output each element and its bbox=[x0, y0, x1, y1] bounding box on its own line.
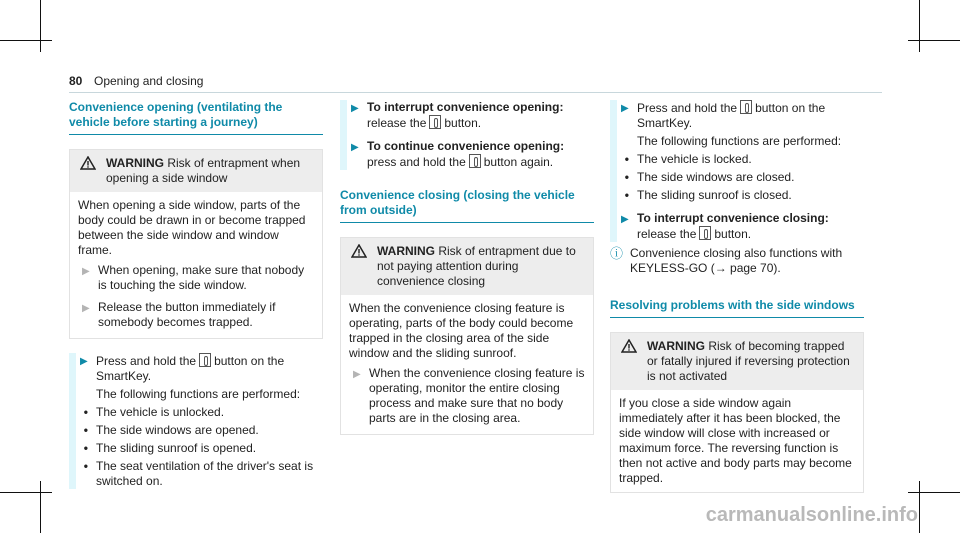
page-number: 80 bbox=[69, 74, 83, 88]
bullet-item bbox=[617, 152, 864, 167]
warning-step bbox=[78, 258, 314, 295]
crop-mark bbox=[40, 481, 41, 533]
bullet-text: The vehicle is locked. bbox=[637, 152, 752, 166]
step-arrow-icon: ▶ bbox=[351, 103, 359, 114]
warning-heading: Risk of becoming trapped or fatally injured if reversing protection is not activated bbox=[647, 339, 850, 383]
step-arrow-icon: ▶ bbox=[621, 214, 629, 225]
column-1 bbox=[69, 100, 323, 489]
instruction-step bbox=[76, 353, 323, 384]
watermark: carmanualsonline.info bbox=[705, 504, 918, 526]
instruction-text-start: release the bbox=[367, 116, 427, 130]
bullet-icon: • bbox=[624, 170, 629, 184]
instruction-text-start: Press and hold the bbox=[96, 354, 197, 368]
bullet-item bbox=[76, 423, 323, 438]
warning-step-text: When opening, make sure that nobody is touching the side window. bbox=[98, 263, 305, 292]
step-arrow-icon: ▶ bbox=[82, 303, 90, 314]
instruction-text-end: button on the SmartKey. bbox=[96, 354, 285, 383]
bullet-icon: • bbox=[83, 423, 88, 437]
bullet-item bbox=[76, 405, 323, 420]
warning-text: If you close a side window again immediately after it has been blocked, the side window will close with increased or maximum force. The reversing function is then not active and body parts may become trapped. bbox=[619, 396, 852, 485]
lock-key-icon bbox=[740, 100, 752, 114]
step-arrow-icon: ▶ bbox=[80, 356, 88, 367]
instruction-step bbox=[617, 211, 864, 242]
instruction-bold: To interrupt convenience opening: bbox=[367, 100, 564, 114]
warning-box bbox=[610, 332, 864, 493]
instruction-text-end: button. bbox=[444, 116, 482, 130]
bullet-icon: • bbox=[83, 441, 88, 455]
lock-key-icon bbox=[699, 226, 711, 240]
crop-mark bbox=[919, 481, 920, 533]
instruction-bold: To interrupt convenience closing: bbox=[637, 211, 829, 225]
warning-body bbox=[611, 390, 863, 492]
warning-body bbox=[70, 192, 322, 338]
warning-step bbox=[349, 361, 585, 428]
warning-heading: Risk of entrapment when opening a side window bbox=[106, 156, 301, 185]
warning-step-text: When the convenience closing feature is operating, monitor the entire closing process and make sure that no body parts are in the closing area. bbox=[369, 366, 585, 425]
unlock-key-icon bbox=[429, 115, 441, 129]
warning-heading: Risk of entrapment due to not paying attention during convenience closing bbox=[377, 244, 576, 288]
running-title: Opening and closing bbox=[94, 74, 204, 88]
section-title-convenience-closing: Convenience closing (closing the vehicle from outside) bbox=[340, 188, 594, 223]
column-3 bbox=[610, 100, 864, 493]
instruction-text-end: button again. bbox=[483, 155, 554, 169]
instruction-text-start: Press and hold the bbox=[637, 101, 738, 115]
note-text: Convenience closing also functions with KEYLESS-GO (→ page 70). bbox=[630, 246, 843, 275]
warning-label: WARNING bbox=[377, 244, 435, 258]
crop-mark bbox=[0, 40, 52, 41]
warning-text: When opening a side window, parts of the body could be drawn in or become trapped between the side window and window frame. bbox=[78, 198, 306, 257]
info-icon: ⓘ bbox=[610, 246, 624, 261]
step-arrow-icon: ▶ bbox=[353, 369, 361, 380]
section-title-resolving-problems: Resolving problems with the side windows bbox=[610, 298, 864, 318]
warning-body bbox=[341, 295, 593, 434]
instruction-step bbox=[347, 139, 594, 170]
step-arrow-icon: ▶ bbox=[621, 103, 629, 114]
crop-mark bbox=[0, 492, 52, 493]
warning-box bbox=[340, 237, 594, 435]
bullet-icon: • bbox=[83, 459, 88, 473]
instruction-text bbox=[367, 139, 594, 170]
section-title-convenience-opening: Convenience opening (ventilating the vehicle before starting a journey) bbox=[69, 100, 323, 135]
warning-label: WARNING bbox=[106, 156, 164, 170]
warning-box bbox=[69, 149, 323, 339]
bullet-text: The sliding sunroof is closed. bbox=[637, 188, 792, 202]
instruction-text-start: press and hold the bbox=[367, 155, 466, 169]
unlock-key-icon bbox=[469, 154, 481, 168]
instruction-bold: To continue convenience opening: bbox=[367, 139, 565, 153]
warning-label: WARNING bbox=[647, 339, 705, 353]
instruction-lead: The following functions are performed: bbox=[637, 134, 842, 148]
warning-header bbox=[70, 150, 322, 192]
instruction-text bbox=[96, 353, 323, 384]
warning-header bbox=[611, 333, 863, 390]
step-arrow-icon: ▶ bbox=[351, 142, 359, 153]
note bbox=[610, 246, 864, 276]
bullet-text: The vehicle is unlocked. bbox=[96, 405, 225, 419]
instruction-text-start: release the bbox=[637, 227, 697, 241]
warning-triangle-icon bbox=[351, 244, 367, 262]
bullet-text: The side windows are closed. bbox=[637, 170, 795, 184]
bullet-icon: • bbox=[624, 188, 629, 202]
column-2 bbox=[340, 100, 594, 435]
warning-step-text: Release the button immediately if somebody becomes trapped. bbox=[98, 300, 276, 329]
instruction-text-end: button. bbox=[714, 227, 752, 241]
bullet-item bbox=[617, 170, 864, 185]
warning-header bbox=[341, 238, 593, 295]
instruction-block bbox=[340, 100, 594, 170]
instruction-lead: The following functions are performed: bbox=[96, 387, 301, 401]
crop-mark bbox=[40, 0, 41, 52]
warning-triangle-icon bbox=[80, 156, 96, 174]
bullet-text: The sliding sunroof is opened. bbox=[96, 441, 257, 455]
bullet-text: The seat ventilation of the driver's seat is switched on. bbox=[96, 459, 314, 488]
instruction-block bbox=[69, 353, 323, 489]
bullet-text: The side windows are opened. bbox=[96, 423, 259, 437]
instruction-step bbox=[347, 100, 594, 131]
instruction-text bbox=[637, 211, 864, 242]
bullet-item bbox=[617, 188, 864, 203]
bullet-icon: • bbox=[83, 405, 88, 419]
warning-text: When the convenience closing feature is operating, parts of the body could become trapped in the closing area of the side window and the sliding sunroof. bbox=[349, 301, 574, 360]
instruction-text bbox=[367, 100, 594, 131]
crop-mark bbox=[908, 40, 960, 41]
warning-triangle-icon bbox=[621, 339, 637, 357]
unlock-key-icon bbox=[199, 353, 211, 367]
bullet-icon: • bbox=[624, 152, 629, 166]
warning-step bbox=[78, 295, 314, 332]
header-rule bbox=[69, 92, 882, 93]
bullet-item bbox=[76, 459, 323, 489]
instruction-text-end: button on the SmartKey. bbox=[637, 101, 826, 130]
crop-mark bbox=[908, 492, 960, 493]
bullet-item bbox=[76, 441, 323, 456]
instruction-block bbox=[610, 100, 864, 242]
instruction-text bbox=[637, 100, 864, 131]
crop-mark bbox=[919, 0, 920, 52]
instruction-step bbox=[617, 100, 864, 131]
step-arrow-icon: ▶ bbox=[82, 266, 90, 277]
